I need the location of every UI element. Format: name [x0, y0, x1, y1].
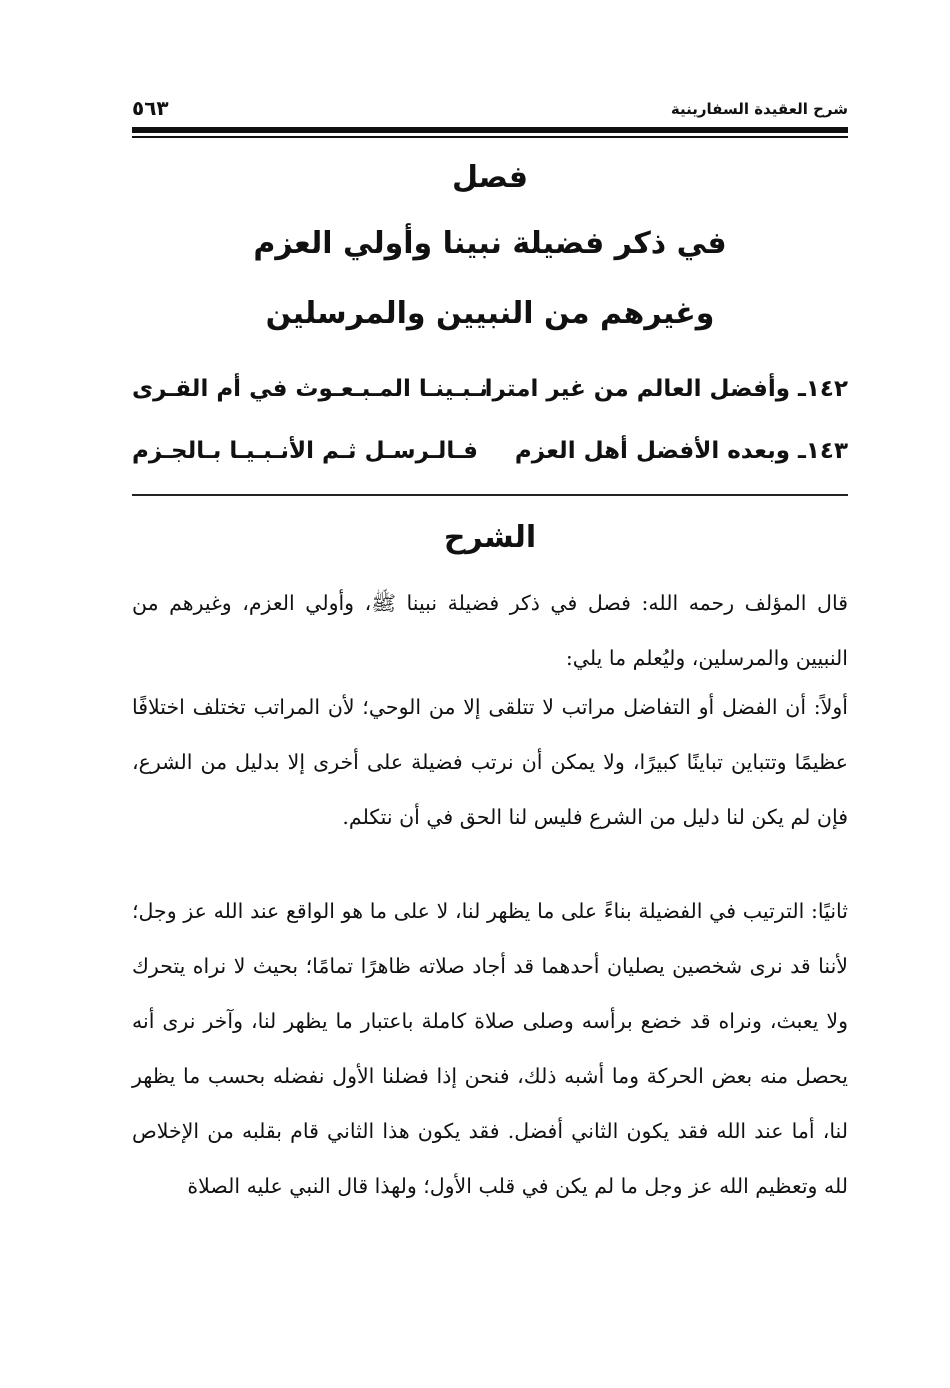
commentary-paragraph-2	[132, 680, 848, 845]
header-rule-thick	[132, 127, 848, 133]
verse-143	[132, 438, 848, 482]
verse-first-hemistich: وأفضل العالم من غير امترا	[484, 376, 790, 402]
book-title: شرح العقيدة السفارينية	[670, 100, 848, 118]
paragraph-text: ثانيًا: الترتيب في الفضيلة بناءً على ما يظهر لنا، لا على ما هو الواقع عند الله عز وجل؛ لأننا قد نرى شخصين يصليان أحدهما قد أجاد صلاته ظاهرًا تمامًا؛ بحيث لا نراه يتحرك ولا يعبث، ونراه قد خضع برأسه وصلى صلاة كاملة باعتبار ما يظهر لنا، وآخر نرى أنه يحصل منه بعض الحركة وما أشبه ذلك، فنحن إذا فضلنا الأول نفضله بحسب ما يظهر لنا، أما عند الله فقد يكون الثاني أفضل. فقد يكون هذا الثاني قام بقلبه من الإخلاص لله وتعظيم الله عز وجل ما لم يكن في قلب الأول؛ ولهذا قال النبي عليه الصلاة	[132, 899, 848, 1198]
verse-second-hemistich: نـبـينـا المـبـعـوث في أم القـرى	[132, 376, 488, 402]
page-number: ٥٦٣	[132, 96, 169, 120]
running-header	[132, 96, 848, 126]
section-title-line1: في ذكر فضيلة نبينا وأولي العزم	[253, 226, 727, 261]
section-title-line2: وغيرهم من النبيين والمرسلين	[265, 296, 715, 331]
verse-second-hemistich: فـالـرسـل ثـم الأنـبـيـا بـالجـزم	[132, 438, 478, 464]
verse-142	[132, 376, 848, 420]
header-rule-thin	[132, 136, 848, 138]
paragraph-text: قال المؤلف رحمه الله: فصل في ذكر فضيلة نبينا ﷺ، وأولي العزم، وغيرهم من النبيين والمرسلين، وليُعلم ما يلي:	[132, 591, 848, 670]
verses-divider	[132, 494, 848, 496]
commentary-heading: الشرح	[443, 520, 537, 555]
verse-first-hemistich: وبعده الأفضل أهل العزم	[514, 438, 790, 464]
verse-number: ١٤٣ـ	[798, 438, 848, 464]
commentary-paragraph-3	[132, 884, 848, 1214]
commentary-paragraph-1	[132, 576, 848, 686]
paragraph-text: أولاً: أن الفضل أو التفاضل مراتب لا تتلقى إلا من الوحي؛ لأن المراتب تختلف اختلافًا عظيمًا وتتباين تباينًا كبيرًا، ولا يمكن أن نرتب فضيلة على أخرى إلا بدليل من الشرع، فإن لم يكن لنا دليل من الشرع فليس لنا الحق في أن نتكلم.	[132, 695, 848, 829]
section-label: فصل	[452, 160, 528, 195]
verse-number: ١٤٢ـ	[798, 376, 848, 402]
